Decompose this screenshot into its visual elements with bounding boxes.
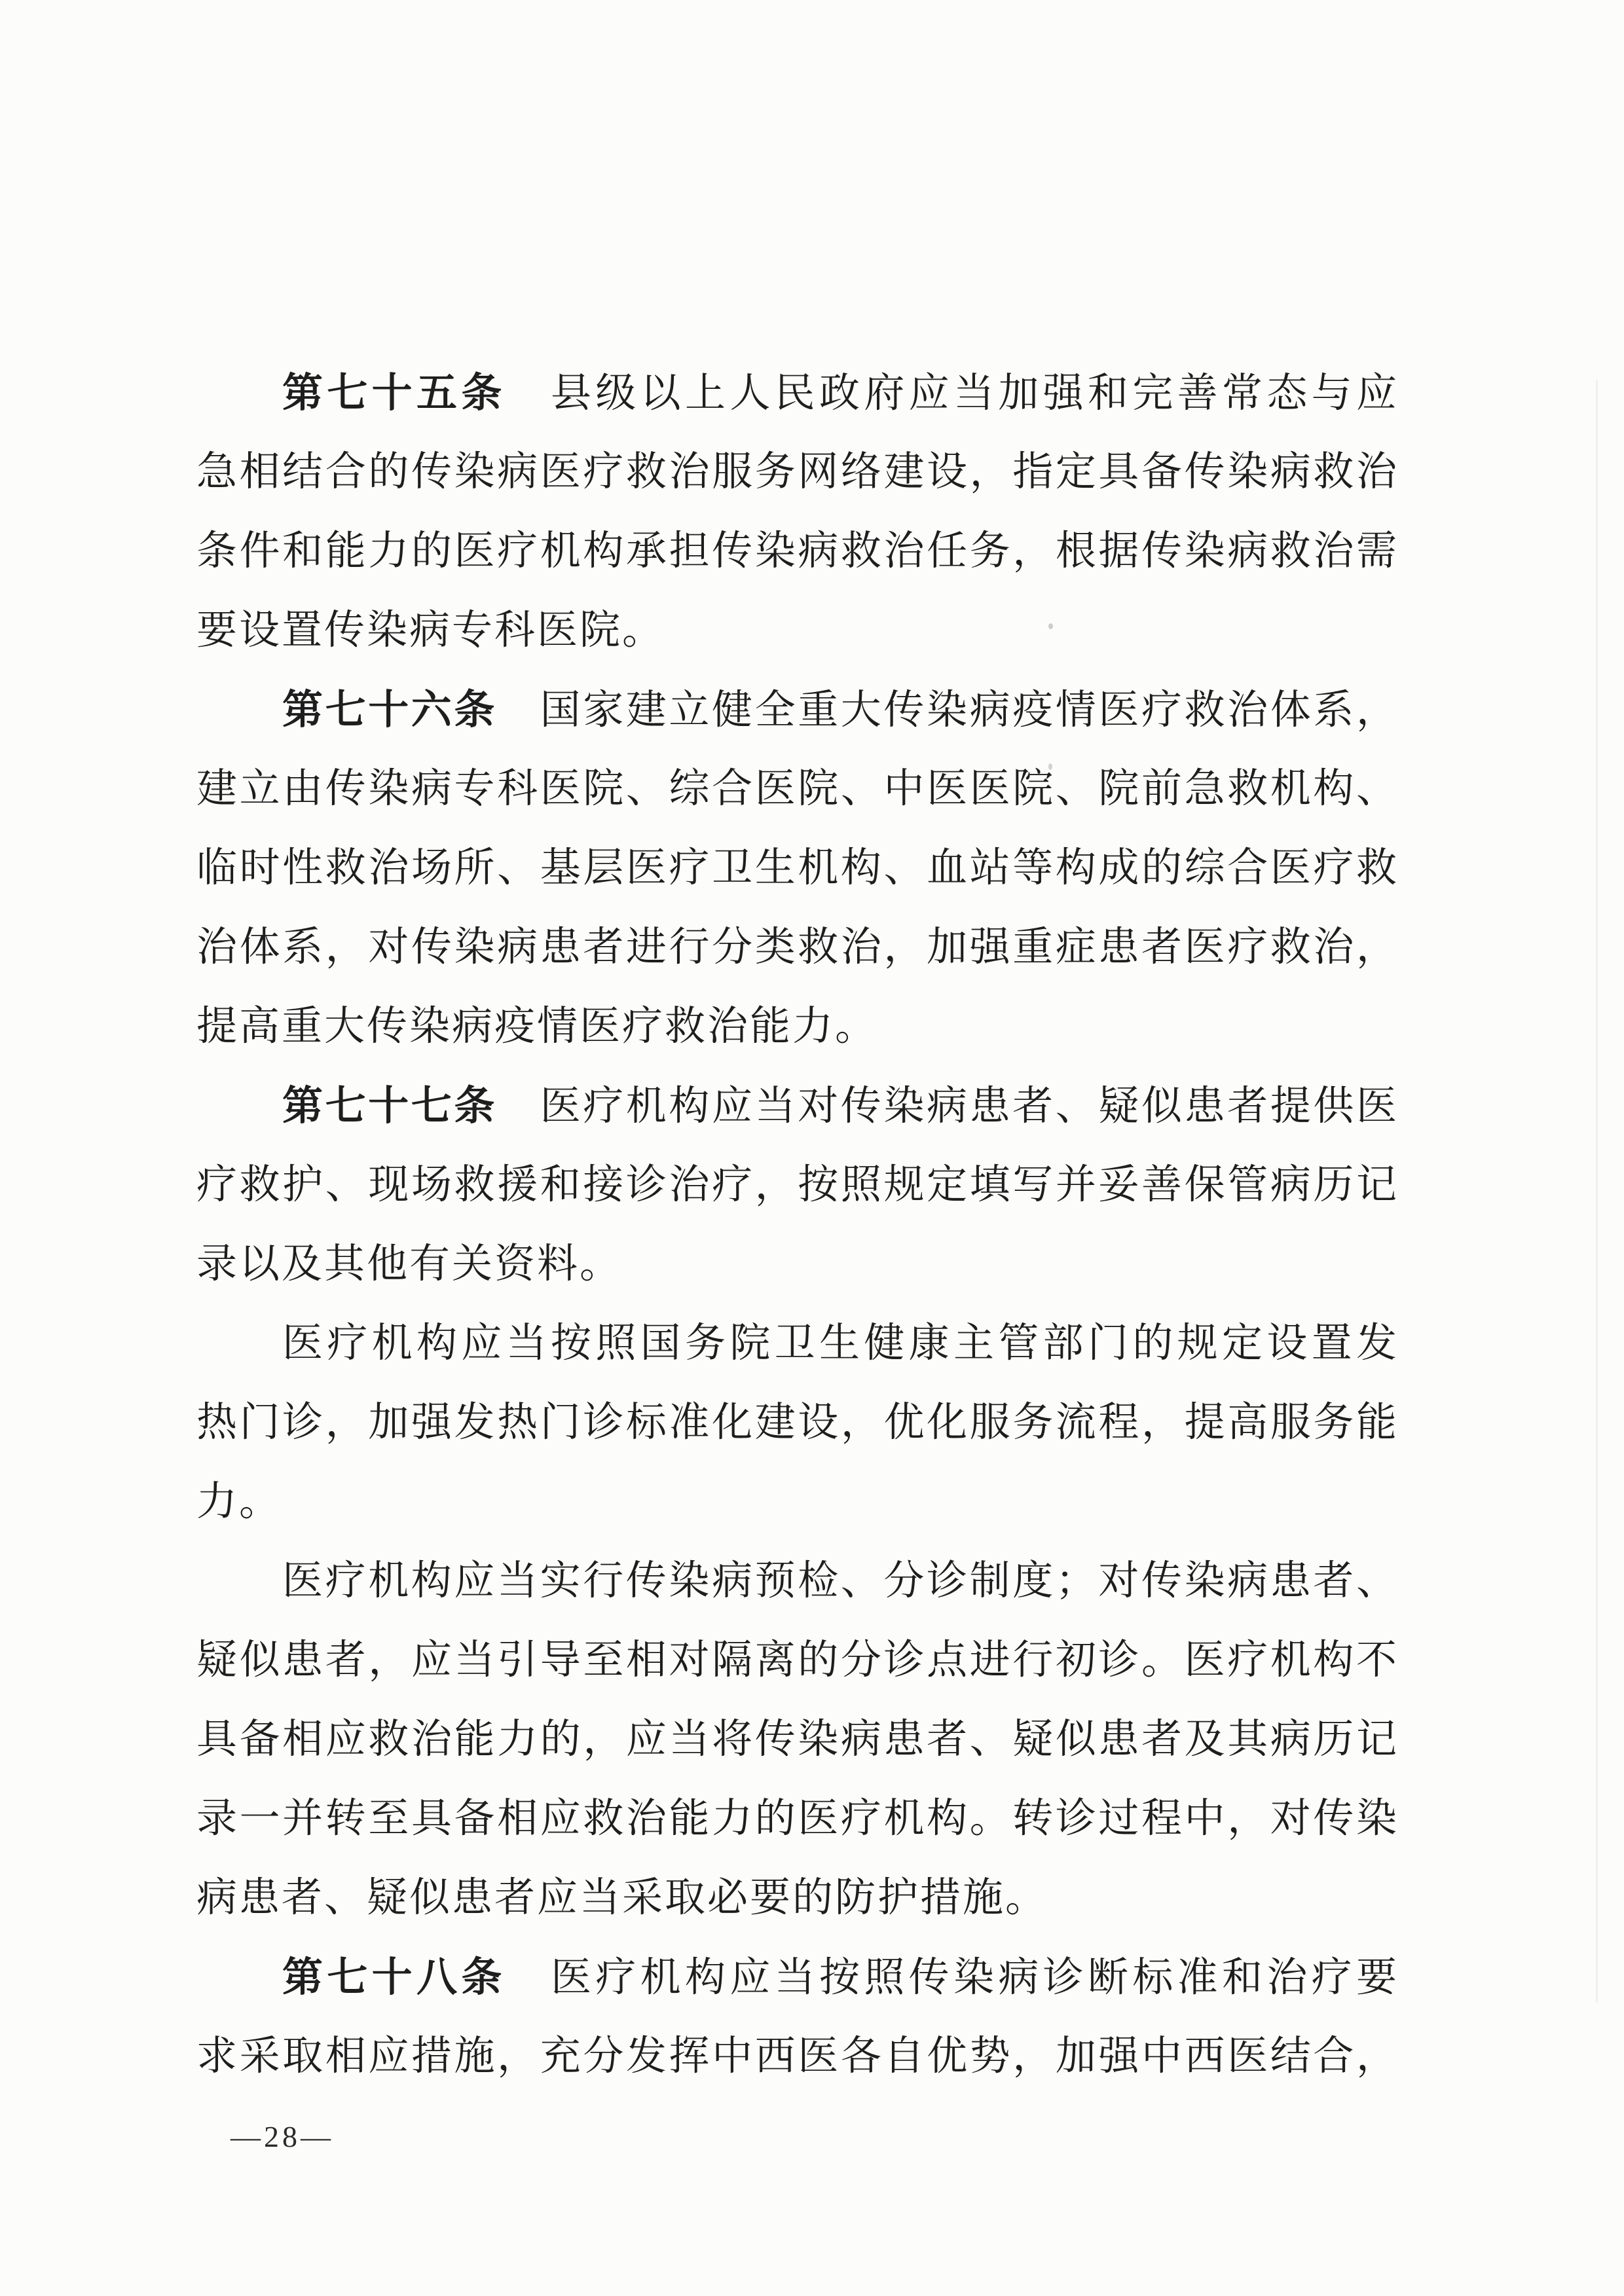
article-heading-line <box>196 1066 1399 1146</box>
article-number: 第七十五条 <box>282 371 506 416</box>
line-text: 医疗机构应当按照国务院卫生健康主管部门的规定设置发 <box>282 1321 1399 1366</box>
article-number: 第七十七条 <box>282 1084 497 1129</box>
line-text: 热门诊，加强发热门诊标准化建设，优化服务流程，提高服务能 <box>196 1400 1399 1445</box>
line-text: 条件和能力的医疗机构承担传染病救治任务，根据传染病救治需 <box>196 529 1399 574</box>
line-text: 医疗机构应当对传染病患者、疑似患者提供医 <box>497 1084 1399 1129</box>
text-line <box>196 908 1399 987</box>
line-text: 治体系，对传染病患者进行分类救治，加强重症患者医疗救治， <box>196 925 1399 970</box>
text-line <box>196 1779 1399 1859</box>
line-text: 建立由传染病专科医院、综合医院、中医医院、院前急救机构、 <box>196 767 1399 811</box>
line-text: 具备相应救治能力的，应当将传染病患者、疑似患者及其病历记 <box>196 1717 1399 1762</box>
line-text: 求采取相应措施，充分发挥中西医各自优势，加强中西医结合， <box>196 2034 1399 2079</box>
text-line <box>196 1146 1399 1225</box>
scan-edge-artifact <box>1596 380 1598 2003</box>
article-heading-line <box>196 670 1399 750</box>
line-text: 录一并转至具备相应救治能力的医疗机构。转诊过程中，对传染 <box>196 1796 1399 1841</box>
text-line <box>196 1463 1399 1542</box>
line-text: 提高重大传染病疫情医疗救治能力。 <box>196 1004 878 1049</box>
line-text: 临时性救治场所、基层医疗卫生机构、血站等构成的综合医疗救 <box>196 846 1399 890</box>
line-text: 要设置传染病专科医院。 <box>196 608 665 653</box>
text-line <box>196 591 1399 670</box>
text-line <box>196 829 1399 908</box>
line-text: 医疗机构应当实行传染病预检、分诊制度；对传染病患者、 <box>282 1559 1399 1603</box>
line-text: 国家建立健全重大传染病疫情医疗救治体系， <box>497 688 1399 733</box>
text-line <box>196 1621 1399 1700</box>
line-text: 录以及其他有关资料。 <box>196 1242 623 1286</box>
text-line <box>196 433 1399 512</box>
body-text-block <box>196 354 1399 2096</box>
text-line <box>196 2017 1399 2096</box>
text-line <box>196 1225 1399 1304</box>
article-heading-line <box>196 354 1399 433</box>
text-line <box>196 1700 1399 1779</box>
text-line <box>196 1304 1399 1383</box>
text-line <box>196 1383 1399 1463</box>
text-line <box>196 750 1399 829</box>
article-number: 第七十八条 <box>282 1955 506 2000</box>
page-number: —28— <box>231 2120 334 2153</box>
line-text: 急相结合的传染病医疗救治服务网络建设，指定具备传染病救治 <box>196 450 1399 494</box>
text-line <box>196 1542 1399 1621</box>
scan-speck <box>1048 623 1053 629</box>
line-text: 病患者、疑似患者应当采取必要的防护措施。 <box>196 1876 1048 1920</box>
text-line <box>196 987 1399 1066</box>
line-text: 疗救护、现场救援和接诊治疗，按照规定填写并妥善保管病历记 <box>196 1163 1399 1207</box>
line-text: 力。 <box>196 1480 282 1524</box>
text-line <box>196 512 1399 591</box>
line-text: 医疗机构应当按照传染病诊断标准和治疗要 <box>506 1956 1399 2000</box>
line-text: 县级以上人民政府应当加强和完善常态与应 <box>506 371 1399 416</box>
line-text: 疑似患者，应当引导至相对隔离的分诊点进行初诊。医疗机构不 <box>196 1638 1399 1683</box>
article-number: 第七十六条 <box>282 687 497 733</box>
text-line <box>196 1859 1399 1938</box>
article-heading-line <box>196 1938 1399 2017</box>
scan-speck <box>1048 763 1052 770</box>
